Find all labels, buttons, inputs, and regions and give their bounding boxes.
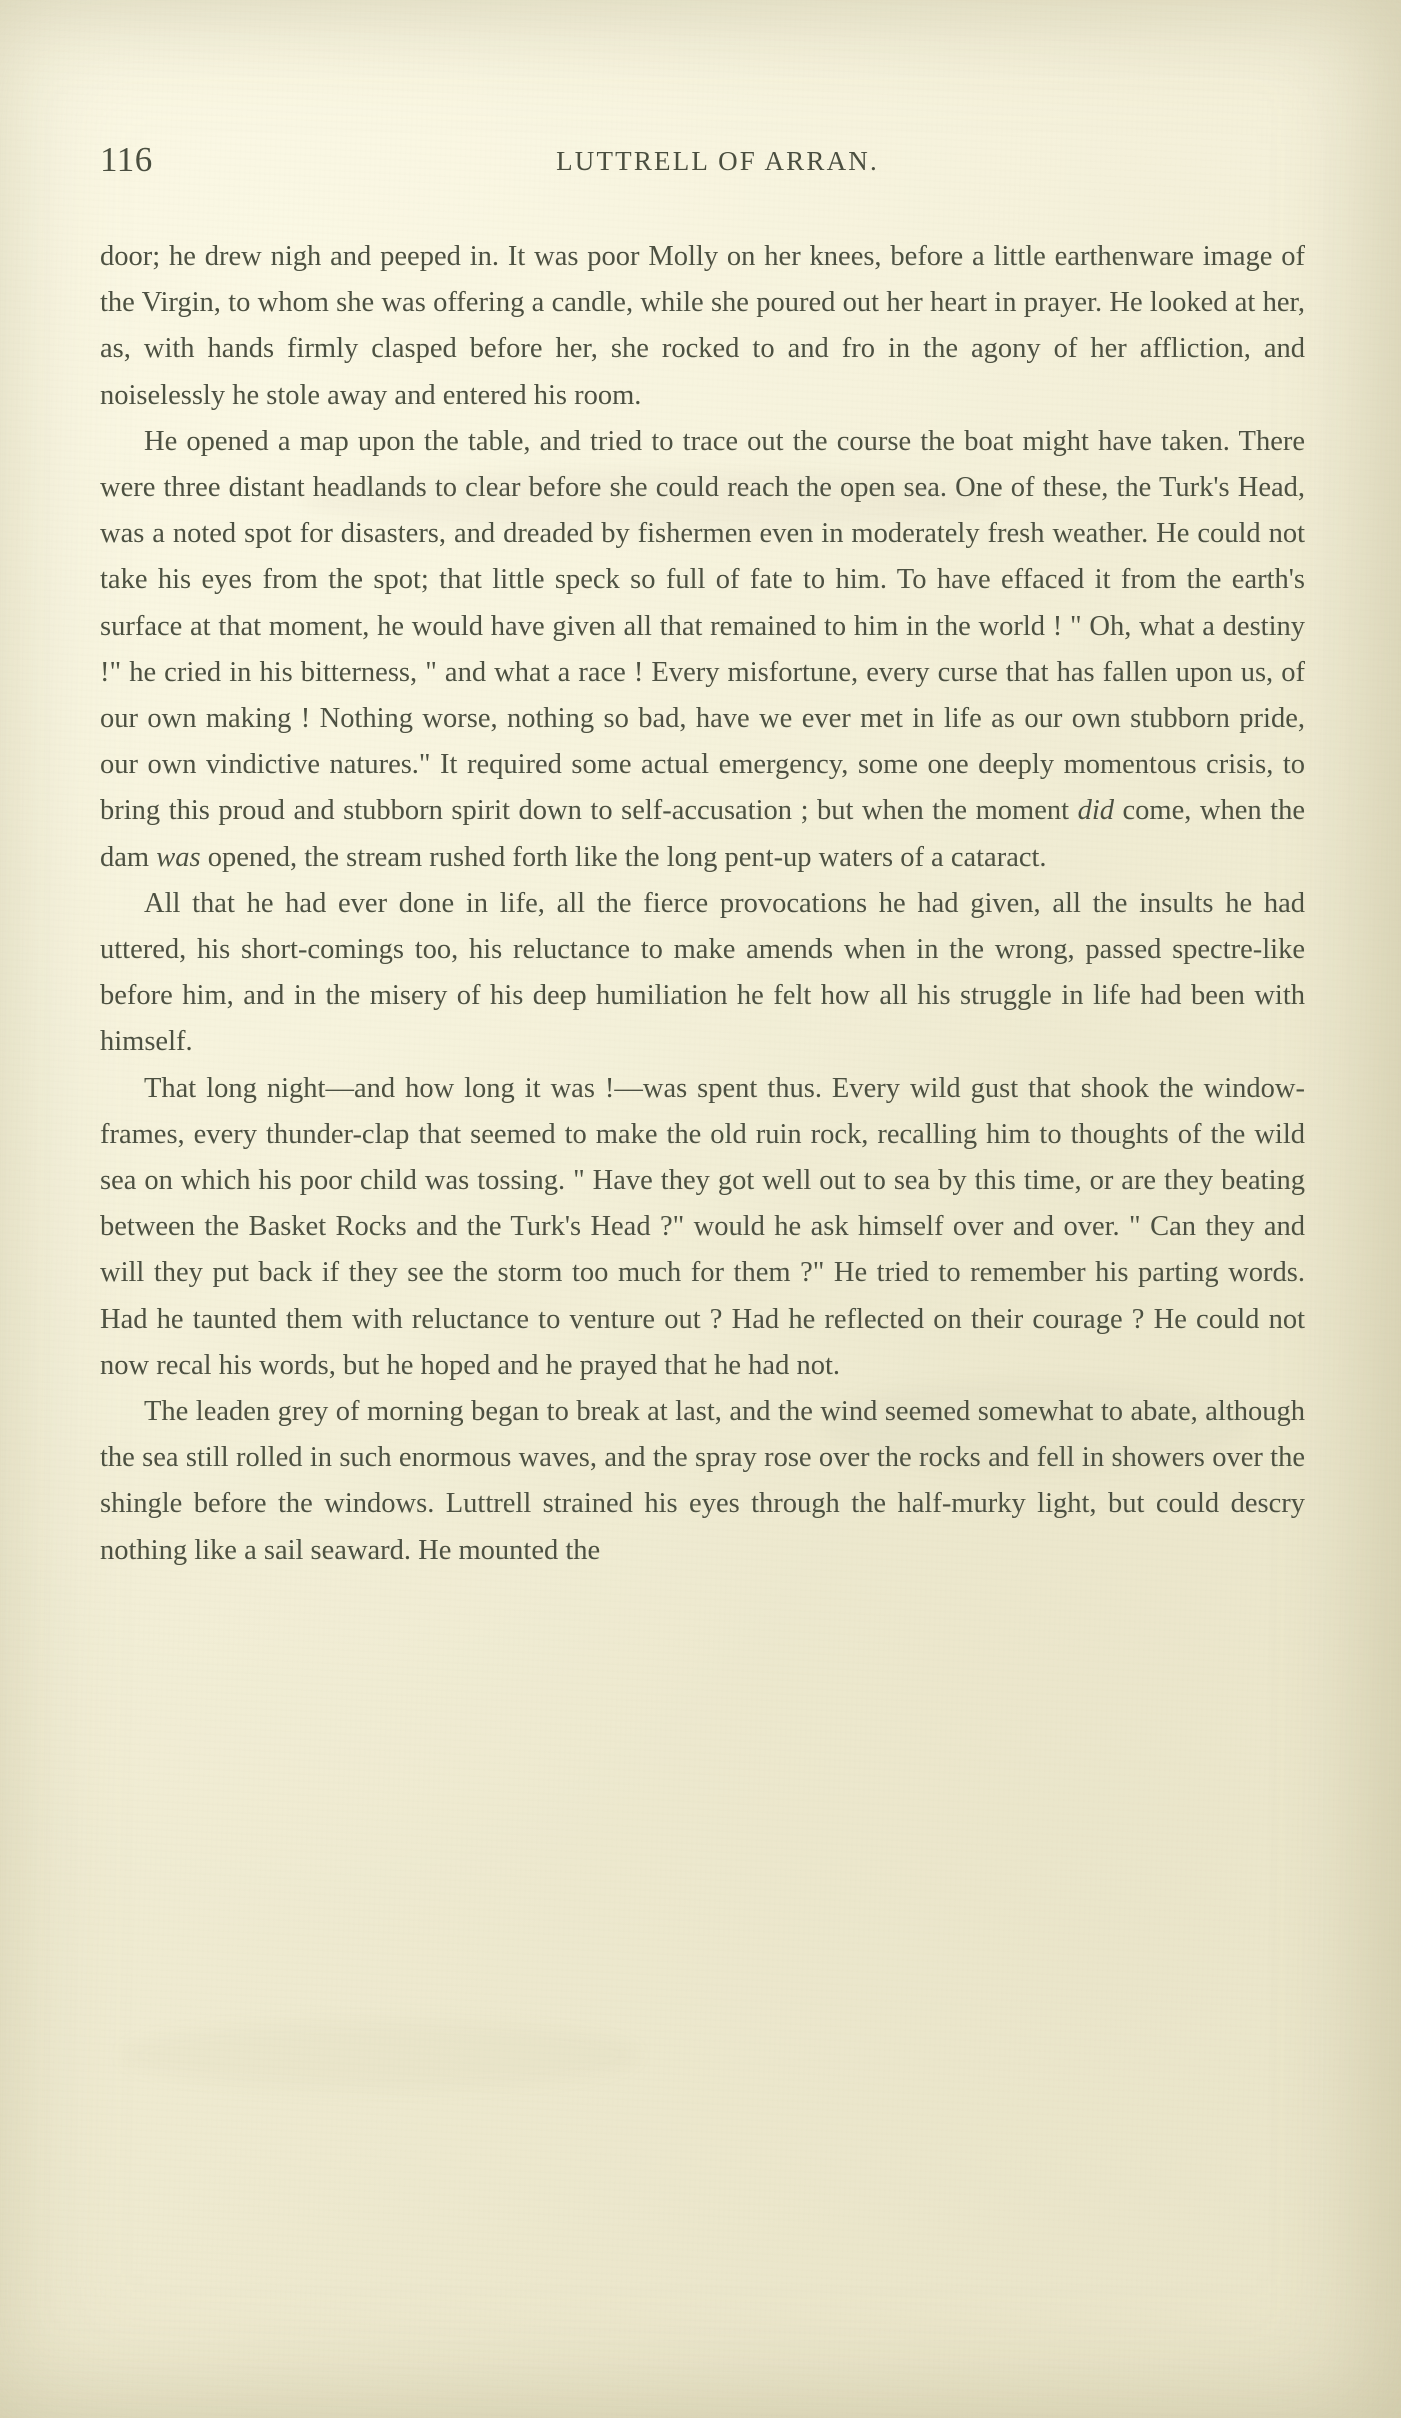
page-content	[100, 140, 1305, 1574]
paragraph: He opened a map upon the table, and tried to trace out the course the boat might have taken. There were three distant headlands to clear before she could reach the open sea. One of these, the Turk's Head, was a noted spot for disasters, and dreaded by fishermen even in moderately fresh weather. He could not take his eyes from the spot; that little speck so full of fate to him. To have effaced it from the earth's surface at that moment, he would have given all that remained to him in the world ! " Oh, what a destiny !" he cried in his bitterness, " and what a race ! Every misfortune, every curse that has fallen upon us, of our own making ! Nothing worse, nothing so bad, have we ever met in life as our own stubborn pride, our own vindictive natures." It required some actual emergency, some one deeply momentous crisis, to bring this proud and stubborn spirit down to self-accusation ; but when the moment did come, when the dam was opened, the stream rushed forth like the long pent-up waters of a cataract.	[100, 425, 1305, 873]
paper-stain	[120, 2020, 640, 2090]
paragraph: All that he had ever done in life, all the fierce provocations he had given, all the insults he had uttered, his short-comings too, his reluctance to make amends when in the wrong, passed spectre-like before him, and in the misery of his deep humiliation he felt how all his struggle in life had been with himself.	[100, 887, 1305, 1058]
paragraph: That long night—and how long it was !—was spent thus. Every wild gust that shook the window-frames, every thunder-clap that seemed to make the old ruin rock, recalling him to thoughts of the wild sea on which his poor child was tossing. " Have they got well out to sea by this time, or are they beating between the Basket Rocks and the Turk's Head ?" would he ask himself over and over. " Can they and will they put back if they see the storm too much for them ?" He tried to remember his parting words. Had he taunted them with reluctance to venture out ? Had he reflected on their courage ? He could not now recal his words, but he hoped and he prayed that he had not.	[100, 1072, 1305, 1381]
paragraph: The leaden grey of morning began to break at last, and the wind seemed somewhat to abate, although the sea still rolled in such enormous waves, and the spray rose over the rocks and fell in showers over the shingle before the windows. Luttrell strained his eyes through the half-murky light, but could descry nothing like a sail seaward. He mounted the	[100, 1396, 1305, 1566]
running-head-title: LUTTRELL OF ARRAN.	[556, 146, 879, 176]
page-number: 116	[100, 140, 153, 179]
paragraph: door; he drew nigh and peeped in. It was poor Molly on her knees, before a little earthenware image of the Virgin, to whom she was offering a candle, while she poured out her heart in prayer. He looked at her, as, with hands firmly clasped before her, she rocked to and fro in the agony of her affliction, and noiselessly he stole away and entered his room.	[100, 241, 1305, 411]
page-header	[100, 140, 1305, 198]
italic-word: did	[1077, 795, 1114, 827]
italic-word: was	[156, 841, 201, 873]
body-text	[100, 234, 1305, 1574]
